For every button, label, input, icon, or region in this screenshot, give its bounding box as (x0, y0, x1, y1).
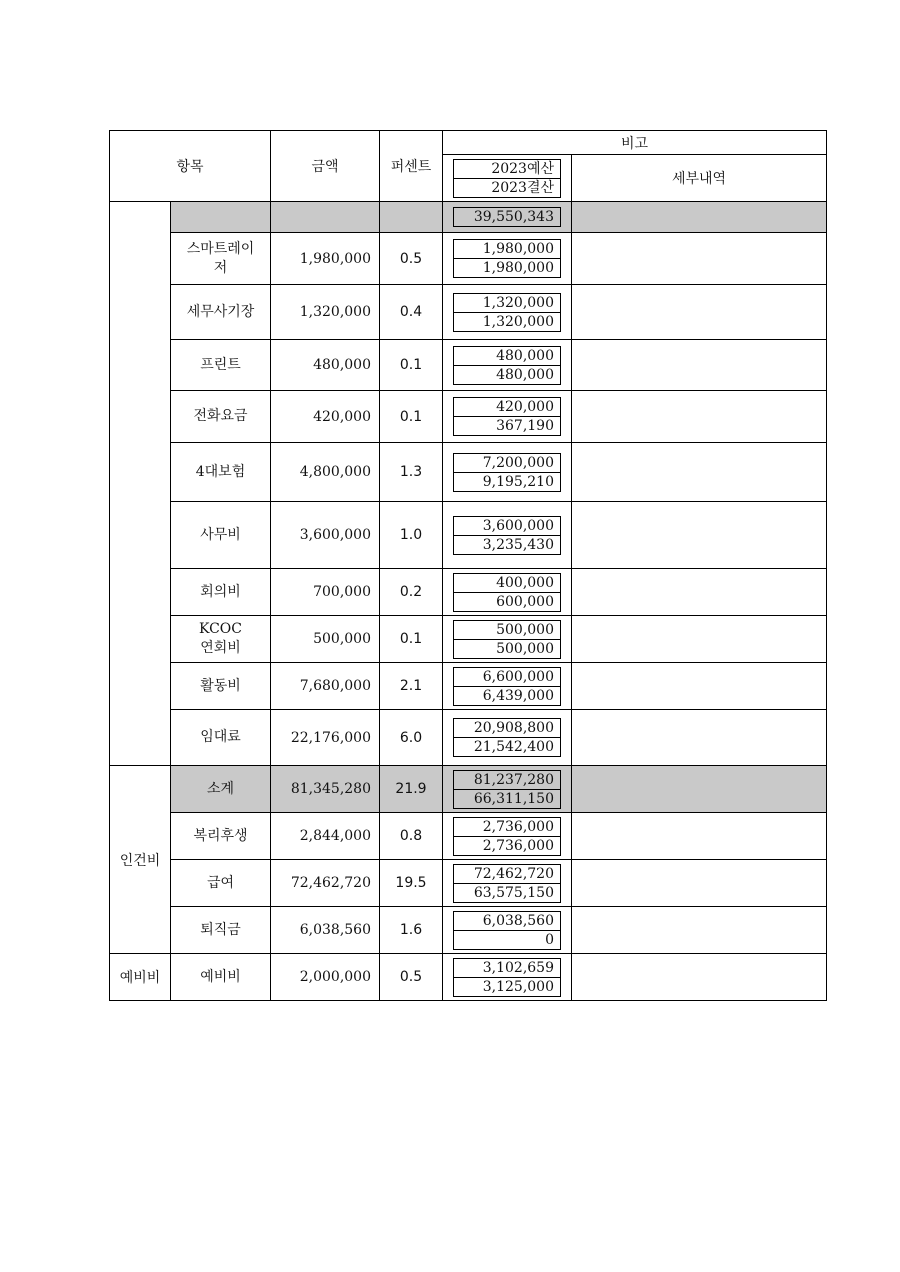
item-settlement-2023: 367,190 (454, 417, 561, 436)
item-details (572, 443, 827, 502)
item-settlement-2023: 500,000 (454, 639, 561, 658)
category-label: 인건비 (110, 766, 171, 954)
top-row-budget-cell (443, 202, 572, 233)
header-details: 세부내역 (572, 155, 827, 202)
item-details (572, 285, 827, 340)
item-name: 활동비 (171, 663, 271, 710)
item-percent: 0.5 (380, 954, 443, 1001)
table-row (110, 285, 827, 340)
item-remarks-cell (443, 907, 572, 954)
item-remarks-cell (443, 766, 572, 813)
item-amount: 22,176,000 (271, 710, 380, 766)
item-percent: 0.1 (380, 616, 443, 663)
item-remarks-cell (443, 502, 572, 569)
top-row-amount (271, 202, 380, 233)
table-row (110, 340, 827, 391)
item-remarks-cell (443, 391, 572, 443)
item-remarks-cell (443, 233, 572, 285)
remarks-box (453, 958, 561, 997)
item-percent: 1.6 (380, 907, 443, 954)
header-budget-2023: 2023예산 (454, 159, 561, 178)
item-name: 복리후생 (171, 813, 271, 860)
item-budget-2023: 2,736,000 (454, 817, 561, 836)
item-budget-2023: 1,320,000 (454, 293, 561, 312)
table-row (110, 860, 827, 907)
item-amount: 1,320,000 (271, 285, 380, 340)
remarks-box (453, 346, 561, 385)
item-name: 전화요금 (171, 391, 271, 443)
table-row (110, 391, 827, 443)
item-name: 프린트 (171, 340, 271, 391)
item-name: 세무사기장 (171, 285, 271, 340)
item-remarks-cell (443, 663, 572, 710)
category-cell-empty (110, 202, 171, 766)
remarks-box (453, 293, 561, 332)
item-amount: 6,038,560 (271, 907, 380, 954)
item-details (572, 502, 827, 569)
item-budget-2023: 3,102,659 (454, 958, 561, 977)
item-remarks-cell (443, 616, 572, 663)
remarks-box (453, 911, 561, 950)
item-settlement-2023: 3,125,000 (454, 977, 561, 996)
table-row (110, 813, 827, 860)
remarks-box (453, 397, 561, 436)
header-year-box (453, 159, 561, 198)
item-settlement-2023: 600,000 (454, 592, 561, 611)
header-percent: 퍼센트 (380, 131, 443, 202)
item-budget-2023: 7,200,000 (454, 453, 561, 472)
item-amount: 2,844,000 (271, 813, 380, 860)
item-amount: 1,980,000 (271, 233, 380, 285)
item-details (572, 813, 827, 860)
item-budget-2023: 1,980,000 (454, 240, 561, 259)
item-settlement-2023: 0 (454, 930, 561, 949)
item-amount: 420,000 (271, 391, 380, 443)
item-amount: 480,000 (271, 340, 380, 391)
table-row (110, 616, 827, 663)
item-details (572, 569, 827, 616)
item-details (572, 233, 827, 285)
item-settlement-2023: 2,736,000 (454, 836, 561, 855)
table-row (110, 907, 827, 954)
item-budget-2023: 6,600,000 (454, 667, 561, 686)
item-percent: 2.1 (380, 663, 443, 710)
item-budget-2023: 81,237,280 (454, 770, 561, 789)
remarks-box (453, 718, 561, 757)
item-amount: 700,000 (271, 569, 380, 616)
item-remarks-cell (443, 569, 572, 616)
table-row (110, 569, 827, 616)
top-row-percent (380, 202, 443, 233)
item-percent: 21.9 (380, 766, 443, 813)
item-percent: 0.1 (380, 340, 443, 391)
item-name: 사무비 (171, 502, 271, 569)
item-remarks-cell (443, 710, 572, 766)
item-remarks-cell (443, 340, 572, 391)
remarks-box (453, 817, 561, 856)
item-budget-2023: 400,000 (454, 573, 561, 592)
top-row-details (572, 202, 827, 233)
item-name: 회의비 (171, 569, 271, 616)
table-row (110, 710, 827, 766)
item-name: 임대료 (171, 710, 271, 766)
item-percent: 0.8 (380, 813, 443, 860)
item-amount: 72,462,720 (271, 860, 380, 907)
item-percent: 1.0 (380, 502, 443, 569)
remarks-box (453, 864, 561, 903)
item-percent: 6.0 (380, 710, 443, 766)
item-settlement-2023: 63,575,150 (454, 883, 561, 902)
item-amount: 7,680,000 (271, 663, 380, 710)
item-details (572, 860, 827, 907)
item-settlement-2023: 66,311,150 (454, 789, 561, 808)
item-settlement-2023: 21,542,400 (454, 738, 561, 757)
item-amount: 4,800,000 (271, 443, 380, 502)
item-details (572, 616, 827, 663)
item-budget-2023: 72,462,720 (454, 864, 561, 883)
item-settlement-2023: 3,235,430 (454, 535, 561, 554)
item-settlement-2023: 1,320,000 (454, 312, 561, 331)
item-name: KCOC 연회비 (171, 616, 271, 663)
item-details (572, 710, 827, 766)
item-name: 퇴직금 (171, 907, 271, 954)
item-settlement-2023: 6,439,000 (454, 686, 561, 705)
remarks-box (453, 239, 561, 278)
item-settlement-2023: 1,980,000 (454, 259, 561, 278)
table-row (110, 766, 827, 813)
item-budget-2023: 480,000 (454, 346, 561, 365)
remarks-box (453, 620, 561, 659)
top-row-budget-box (453, 207, 561, 227)
table-row (110, 233, 827, 285)
item-details (572, 340, 827, 391)
item-percent: 19.5 (380, 860, 443, 907)
item-name: 소계 (171, 766, 271, 813)
item-percent: 0.2 (380, 569, 443, 616)
item-details (572, 954, 827, 1001)
remarks-box (453, 516, 561, 555)
header-amount: 금액 (271, 131, 380, 202)
top-row-budget: 39,550,343 (454, 208, 561, 227)
remarks-box (453, 573, 561, 612)
top-row-name (171, 202, 271, 233)
item-remarks-cell (443, 813, 572, 860)
item-settlement-2023: 480,000 (454, 365, 561, 384)
item-amount: 3,600,000 (271, 502, 380, 569)
header-settlement-2023: 2023결산 (454, 178, 561, 197)
table-row (110, 954, 827, 1001)
category-label: 예비비 (110, 954, 171, 1001)
item-percent: 0.1 (380, 391, 443, 443)
item-percent: 0.5 (380, 233, 443, 285)
item-name: 스마트레이 저 (171, 233, 271, 285)
item-details (572, 907, 827, 954)
item-budget-2023: 420,000 (454, 398, 561, 417)
item-percent: 1.3 (380, 443, 443, 502)
item-remarks-cell (443, 860, 572, 907)
item-amount: 2,000,000 (271, 954, 380, 1001)
item-percent: 0.4 (380, 285, 443, 340)
header-year-cell (443, 155, 572, 202)
table-row (110, 663, 827, 710)
item-remarks-cell (443, 443, 572, 502)
item-name: 예비비 (171, 954, 271, 1001)
remarks-box (453, 667, 561, 706)
budget-table (109, 130, 827, 1001)
remarks-box (453, 770, 561, 809)
item-details (572, 663, 827, 710)
item-remarks-cell (443, 285, 572, 340)
item-budget-2023: 20,908,800 (454, 719, 561, 738)
item-amount: 500,000 (271, 616, 380, 663)
item-details (572, 766, 827, 813)
item-details (572, 391, 827, 443)
header-remarks: 비고 (443, 131, 827, 155)
table-row (110, 502, 827, 569)
item-name: 4대보험 (171, 443, 271, 502)
item-amount: 81,345,280 (271, 766, 380, 813)
item-settlement-2023: 9,195,210 (454, 472, 561, 491)
item-budget-2023: 500,000 (454, 620, 561, 639)
remarks-box (453, 453, 561, 492)
item-name: 급여 (171, 860, 271, 907)
header-item: 항목 (110, 131, 271, 202)
item-budget-2023: 3,600,000 (454, 516, 561, 535)
item-remarks-cell (443, 954, 572, 1001)
item-budget-2023: 6,038,560 (454, 911, 561, 930)
table-row (110, 443, 827, 502)
